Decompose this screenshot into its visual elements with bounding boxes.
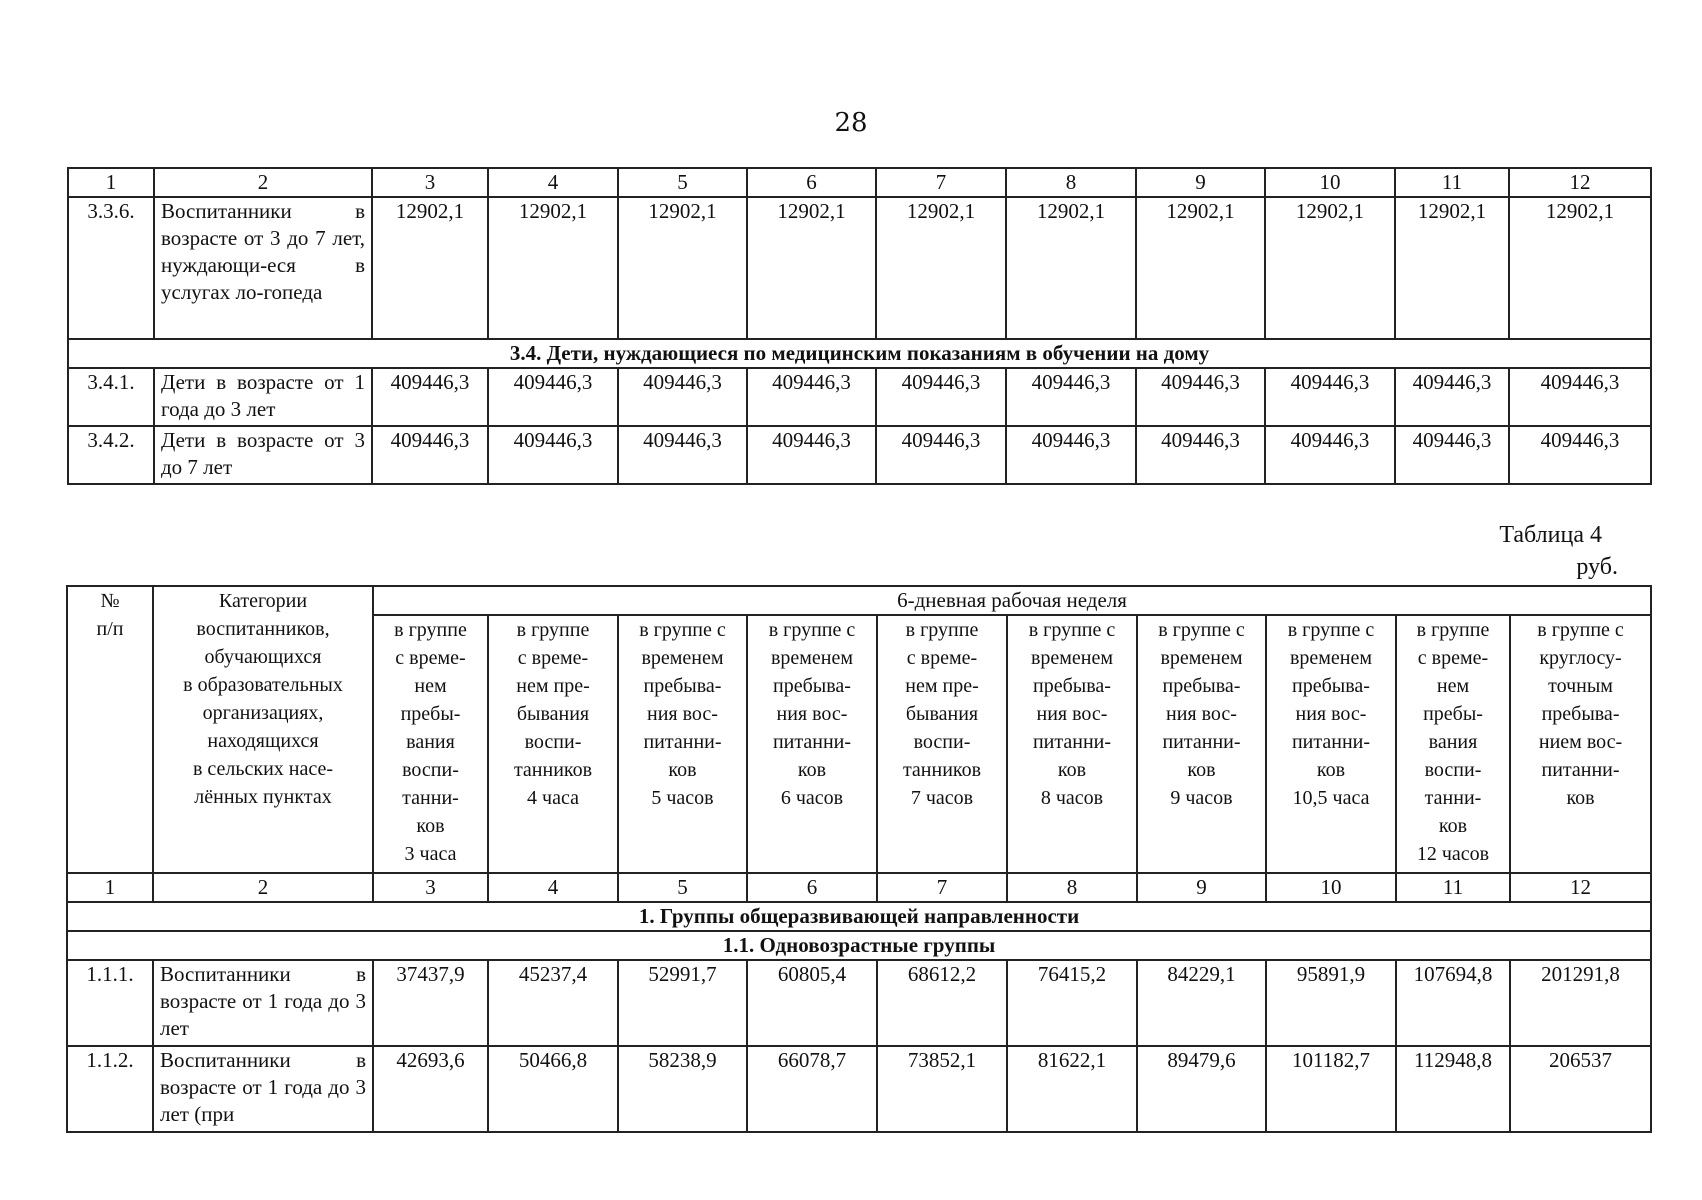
column-number: 9: [1137, 873, 1266, 902]
header-column: в группе с време- нем пре- бывания воспи- танников 4 часа: [488, 615, 618, 873]
value-cell: 12902,1: [372, 197, 488, 339]
value-cell: 12902,1: [488, 197, 618, 339]
value-cell: 409446,3: [488, 368, 618, 426]
value-cell: 201291,8: [1510, 960, 1651, 1046]
header-column: в группе с временем пребыва- ния вос- питанни- ков 9 часов: [1137, 615, 1266, 873]
column-number: 2: [154, 168, 372, 197]
value-cell: 58238,9: [618, 1046, 747, 1132]
header-num: № п/п: [67, 586, 153, 873]
value-cell: 12902,1: [1509, 197, 1651, 339]
header-column: в группе с временем пребыва- ния вос- питанни- ков 6 часов: [747, 615, 877, 873]
header-column: в группе с временем пребыва- ния вос- питанни- ков 5 часов: [618, 615, 747, 873]
column-number: 11: [1395, 168, 1509, 197]
header-column: в группе с време- нем пребы- вания воспи- танни- ков 3 часа: [373, 615, 488, 873]
value-cell: 76415,2: [1007, 960, 1137, 1046]
value-cell: 12902,1: [1136, 197, 1265, 339]
column-number: 8: [1007, 873, 1137, 902]
row-name: Дети в возрасте от 1 года до 3 лет: [154, 368, 372, 426]
value-cell: 409446,3: [876, 368, 1006, 426]
value-cell: 409446,3: [372, 368, 488, 426]
table-row: [68, 426, 1651, 484]
column-number-row: [68, 168, 1651, 197]
value-cell: 50466,8: [488, 1046, 618, 1132]
table-row: [67, 960, 1651, 1046]
section-heading: 3.4. Дети, нуждающиеся по медицинским показаниям в обучении на дому: [68, 339, 1651, 368]
value-cell: 68612,2: [877, 960, 1007, 1046]
row-code: 1.1.2.: [67, 1046, 153, 1132]
value-cell: 409446,3: [1395, 368, 1509, 426]
value-cell: 409446,3: [1006, 426, 1136, 484]
value-cell: 66078,7: [747, 1046, 877, 1132]
value-cell: 60805,4: [747, 960, 877, 1046]
section-row: [67, 902, 1651, 931]
row-code: 3.4.1.: [68, 368, 154, 426]
value-cell: 37437,9: [373, 960, 488, 1046]
value-cell: 409446,3: [1509, 426, 1651, 484]
row-name: Воспитанники в возрасте от 1 года до 3 лет: [153, 960, 373, 1046]
column-number: 1: [67, 873, 153, 902]
table-title: Таблица 4: [1499, 522, 1602, 548]
row-name: Воспитанники в возрасте от 1 года до 3 лет (при: [153, 1046, 373, 1132]
column-number: 8: [1006, 168, 1136, 197]
value-cell: 409446,3: [876, 426, 1006, 484]
value-cell: 45237,4: [488, 960, 618, 1046]
row-code: 3.4.2.: [68, 426, 154, 484]
table-unit: руб.: [1576, 554, 1618, 580]
value-cell: 206537: [1510, 1046, 1651, 1132]
value-cell: 409446,3: [618, 368, 747, 426]
value-cell: 73852,1: [877, 1046, 1007, 1132]
value-cell: 12902,1: [876, 197, 1006, 339]
value-cell: 409446,3: [1265, 426, 1395, 484]
row-code: 3.3.6.: [68, 197, 154, 339]
column-number-row: [67, 873, 1651, 902]
value-cell: 409446,3: [1136, 426, 1265, 484]
header-column: в группе с временем пребыва- ния вос- питанни- ков 10,5 часа: [1266, 615, 1396, 873]
value-cell: 409446,3: [1265, 368, 1395, 426]
column-number: 12: [1510, 873, 1651, 902]
value-cell: 409446,3: [1006, 368, 1136, 426]
column-number: 5: [618, 873, 747, 902]
page-number: 28: [834, 108, 868, 138]
value-cell: 409446,3: [1395, 426, 1509, 484]
value-cell: 81622,1: [1007, 1046, 1137, 1132]
value-cell: 12902,1: [1395, 197, 1509, 339]
column-number: 2: [153, 873, 373, 902]
column-number: 4: [488, 168, 618, 197]
column-number: 7: [876, 168, 1006, 197]
value-cell: 42693,6: [373, 1046, 488, 1132]
header-column: в группе с време- нем пребы- вания воспи- танни- ков 12 часов: [1396, 615, 1510, 873]
value-cell: 12902,1: [618, 197, 747, 339]
value-cell: 95891,9: [1266, 960, 1396, 1046]
row-code: 1.1.1.: [67, 960, 153, 1046]
value-cell: 89479,6: [1137, 1046, 1266, 1132]
value-cell: 12902,1: [1265, 197, 1395, 339]
table-row: [68, 197, 1651, 339]
value-cell: 409446,3: [1509, 368, 1651, 426]
value-cell: 101182,7: [1266, 1046, 1396, 1132]
value-cell: 409446,3: [372, 426, 488, 484]
value-cell: 52991,7: [618, 960, 747, 1046]
header-category: Категории воспитанников, обучающихся в образовательных организациях, находящихся в сельских насе- лённых пунктах: [153, 586, 373, 873]
value-cell: 12902,1: [1006, 197, 1136, 339]
row-name: Воспитанники в возрасте от 3 до 7 лет, нуждающи-еся в услугах ло-гопеда: [154, 197, 372, 339]
column-number: 3: [373, 873, 488, 902]
value-cell: 409446,3: [618, 426, 747, 484]
column-number: 11: [1396, 873, 1510, 902]
table-row: [68, 368, 1651, 426]
continuation-table: [67, 167, 1652, 485]
value-cell: 409446,3: [488, 426, 618, 484]
column-number: 4: [488, 873, 618, 902]
section-heading: 1. Группы общеразвивающей направленности: [67, 902, 1651, 931]
header-row: [67, 586, 1651, 615]
header-column: в группе с време- нем пре- бывания воспи- танников 7 часов: [877, 615, 1007, 873]
section-row: [67, 931, 1651, 960]
value-cell: 12902,1: [747, 197, 876, 339]
column-number: 9: [1136, 168, 1265, 197]
table-4: [66, 585, 1652, 1133]
value-cell: 409446,3: [1136, 368, 1265, 426]
subsection-heading: 1.1. Одновозрастные группы: [67, 931, 1651, 960]
column-number: 10: [1265, 168, 1395, 197]
value-cell: 409446,3: [747, 368, 876, 426]
value-cell: 409446,3: [747, 426, 876, 484]
row-name: Дети в возрасте от 3 до 7 лет: [154, 426, 372, 484]
column-number: 3: [372, 168, 488, 197]
column-number: 7: [877, 873, 1007, 902]
header-week: 6-дневная рабочая неделя: [373, 586, 1651, 615]
value-cell: 107694,8: [1396, 960, 1510, 1046]
column-number: 12: [1509, 168, 1651, 197]
column-number: 1: [68, 168, 154, 197]
column-number: 6: [747, 873, 877, 902]
section-row: [68, 339, 1651, 368]
value-cell: 112948,8: [1396, 1046, 1510, 1132]
value-cell: 84229,1: [1137, 960, 1266, 1046]
header-column: в группе с круглосу- точным пребыва- нием вос- питанни- ков: [1510, 615, 1651, 873]
column-number: 10: [1266, 873, 1396, 902]
column-number: 6: [747, 168, 876, 197]
header-column: в группе с временем пребыва- ния вос- питанни- ков 8 часов: [1007, 615, 1137, 873]
column-number: 5: [618, 168, 747, 197]
table-row: [67, 1046, 1651, 1132]
